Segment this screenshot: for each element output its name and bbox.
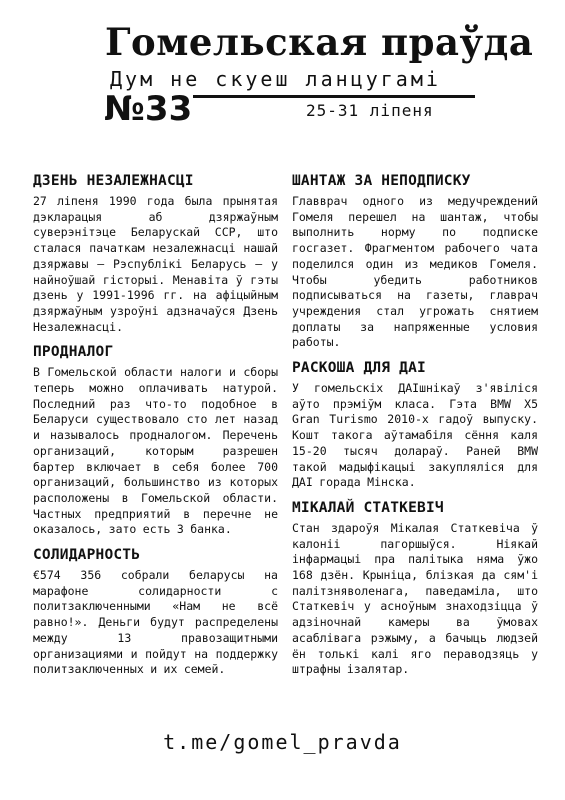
masthead-rule bbox=[193, 95, 475, 98]
newspaper-title: Гомельская праўда bbox=[105, 20, 534, 64]
issue-dates: 25-31 ліпеня bbox=[306, 101, 434, 120]
article-headline: РАСКОША ДЛЯ ДАІ bbox=[292, 360, 426, 377]
article-headline: ПРОДНАЛОГ bbox=[33, 344, 114, 361]
left-column bbox=[33, 172, 278, 686]
right-column bbox=[292, 172, 538, 686]
issue-number: №33 bbox=[104, 89, 193, 129]
article-headline: ДЗЕНЬ НЕЗАЛЕЖНАСЦІ bbox=[33, 173, 194, 189]
article-blackmail bbox=[292, 172, 538, 351]
article-headline: ШАНТАЖ ЗА НЕПОДПИСКУ bbox=[292, 173, 471, 189]
newspaper-slogan: Дум не скуеш ланцугамі bbox=[110, 67, 441, 91]
article-body: €574 356 собрали беларусы на марафоне солидарности с политзаключенными «Нам не всё равно!». Деньги будут распределены между 13 правозащитными организациями и пойдут на поддержку политзаключенных и их семей. bbox=[33, 568, 278, 677]
article-body: В Гомельской области налоги и сборы теперь можно оплачивать натурой. Последний раз что-то подобное в Беларуси существовало сто лет назад и называлось продналогом. Перечень организаций, которым разрешен бартер включает в себя более 700 организаций, большинство из которых расположены в Гомельской области. Частных предприятий в перечне не оказалось, зато есть 3 банка. bbox=[33, 365, 278, 537]
article-prodnalog bbox=[33, 343, 278, 538]
telegram-link[interactable]: t.me/gomel_pravda bbox=[163, 730, 402, 754]
article-headline: СОЛИДАРНОСТЬ bbox=[33, 547, 141, 564]
article-body: Стан здароўя Мікалая Статкевіча ў калоніі пагоршыўся. Ніякай інфармацыі пра палітыка няма ўжо 168 дзён. Крыніца, блізкая да сям'і палітзняволенага, паведаміла, што Статкевіч у асноўным знаходзіцца ў адзіночнай камеры ва ўмовах асаблівага рэжыму, а бачыць людзей ён толькі калі яго пераводзяць у штрафны ізалятар. bbox=[292, 520, 538, 677]
article-body: Главврач одного из медучреждений Гомеля перешел на шантаж, чтобы выполнить норму по подписке госгазет. Фрагментом рабочего чата поделился один из медиков Гомеля. Чтобы убедить работников подписываться на газеты, главрач учреждения стал угрожать снятием доплаты за напряженные условия работы. bbox=[292, 194, 538, 350]
article-independence-day bbox=[33, 172, 278, 335]
article-solidarity bbox=[33, 546, 278, 678]
article-statkevich bbox=[292, 499, 538, 678]
article-body: У гомельскіх ДАІшнікаў з'явіліся аўто прэміўм класа. Гэта BMW X5 Gran Turismo 2010-х гадоў выпуску. Кошт такога аўтамабіля сёння каля 15-20 тысяч долараў. Раней BMW такой мадыфікацыі закупляліся для ДАІ горада Мінска. bbox=[292, 381, 538, 490]
article-headline: МІКАЛАЙ СТАТКЕВІЧ bbox=[292, 499, 444, 516]
article-body: 27 ліпеня 1990 года была прынятая дэкларацыя аб дзяржаўным суверэнітэце Беларускай ССР, што сталася пачаткам незалежнасці нашай дзяржавы – Рэспублікі Беларусь – у найноўшай гісторыі. Менавіта ў гэты дзень у 1991-1996 гг. на афіцыйным дзяржаўным узроўні адзначаўся Дзень Незалежнасці. bbox=[33, 194, 278, 334]
masthead bbox=[0, 0, 565, 140]
article-dai-luxury bbox=[292, 359, 538, 491]
